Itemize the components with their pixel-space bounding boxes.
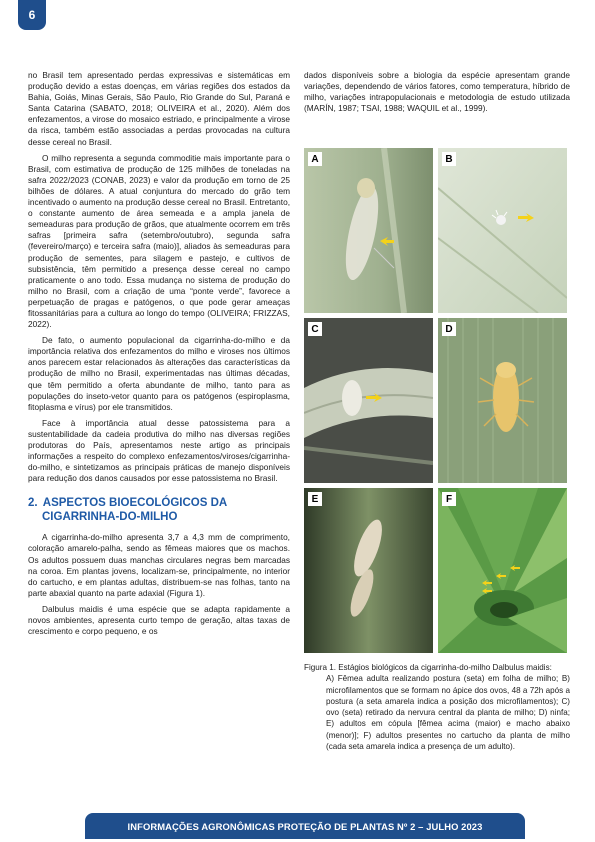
page-number: 6	[28, 8, 36, 22]
caption-body: A) Fêmea adulta realizando postura (seta) em folha de milho; B) microfilamentos que se formam no ápice dos ovos, 48 a 72h após a postura (a seta amarela indica a posição dos microfilamentos); C) ovo (seta) retirado da nervura central da planta de milho; D) ninfa; E) adultos em cópula [fêmea acima (maior) e macho abaixo (menor)]; F) adultos presentes no cartucho da planta de milho (cada seta amarela indica a presença de um adulto).	[326, 674, 570, 752]
figure-caption	[304, 662, 570, 752]
photo-f-adults-in-whorl	[438, 488, 567, 653]
paragraph: dados disponíveis sobre a biologia da espécie apresentam grande variações, dependendo de vários fatores, como temperatura, híbrido de milho, variações intrapopulacionais e metodologia de estudo utilizada (MARÍN, 1987; TSAI, 1988; WAQUIL et al., 1999).	[304, 70, 570, 114]
figure-label-a: A	[308, 152, 322, 166]
paragraph: no Brasil tem apresentado perdas expressivas e sistemáticas em produção devido a estas doenças, em várias regiões dos estados da Bahia, Goiás, Minas Gerais, São Paulo, Rio Grande do Sul, Paraná e Santa Catarina (SABATO, 2018; OLIVEIRA et al., 2020). Além dos enfezamentos, a virose do mosaico estriado, e principalmente a virose da risca, também estão associadas a perdas provocadas na cultura desse cereal no Brasil.	[28, 70, 290, 147]
left-column	[28, 70, 290, 642]
right-column	[304, 70, 570, 119]
figure-label-c: C	[308, 322, 322, 336]
paragraph: De fato, o aumento populacional da cigarrinha-do-milho e da importância relativa dos enfezamentos do milho e viroses nos últimos anos parecem estar relacionados às alterações das características da produção de milho no Brasil, experimentadas nas últimas décadas, que têm permitido a oferta abundante de milho, tanto para as populações do inseto-vetor quanto para os patógenos (espiroplasma, fitoplasma e vírus) por ele transmitidos.	[28, 335, 290, 412]
photo-a-female-oviposition	[304, 148, 433, 313]
section-heading	[28, 496, 290, 524]
figure-1-grid	[304, 148, 567, 656]
figure-label-d: D	[442, 322, 456, 336]
paragraph: A cigarrinha-do-milho apresenta 3,7 a 4,3 mm de comprimento, coloração amarelo-palha, sendo as fêmeas maiores que os machos. Os adultos possuem duas manchas circulares negras bem marcadas na coroa. Em plantas jovens, localizam-se, principalmente, no interior do cartucho, e em plantas adultas, distribuem-se nas folhas, tanto na parte abaxial quanto na parte adaxial (Figura 1).	[28, 532, 290, 598]
photo-d-nymph	[438, 318, 567, 483]
paragraph: Face à importância atual desse patossistema para a sustentabilidade da cadeia produtiva do milho nas diversas regiões produtoras do País, apresentamos neste artigo as principais informações a respeito do complexo enfezamentos/viroses/cigarrinha-do-milho, e sintetizamos as principais práticas de manejo disponíveis para redução dos danos causados por esse patossistema no Brasil.	[28, 417, 290, 484]
caption-title: Figura 1. Estágios biológicos da cigarrinha-do-milho Dalbulus maidis:	[304, 663, 552, 672]
section-title-line2: CIGARRINHA-DO-MILHO	[42, 511, 178, 524]
footer-bar	[85, 813, 525, 839]
figure-label-b: B	[442, 152, 456, 166]
page-number-tab	[18, 0, 46, 30]
footer-text: INFORMAÇÕES AGRONÔMICAS PROTEÇÃO DE PLANTAS Nº 2 – JULHO 2023	[127, 820, 483, 832]
photo-c-egg	[304, 318, 433, 483]
photo-e-adults-mating	[304, 488, 433, 653]
paragraph: Dalbulus maidis é uma espécie que se adapta rapidamente a novos ambientes, apresenta curto tempo de geração, altas taxas de crescimento e corpo pequeno, e os	[28, 603, 290, 637]
figure-label-e: E	[308, 492, 322, 506]
paragraph: O milho representa a segunda commoditie mais importante para o Brasil, com estimativa de produção de 125 milhões de toneladas na safra 2022/2023 (CONAB, 2023) e valor da produção em torno de 25 bilhões de dólares. A atual conjuntura do mercado do grão tem incentivado o aumento na produção desse cereal no Brasil. Entretanto, o constante aumento de área semeada e a ampla janela de semeaduras para produção de grãos, que atualmente ocorrem em três safras [primeira safra (setembro/outubro), segunda safra (fevereiro/março) e terceira safra (maio)], aliados às semeaduras para produção de sementes, para silagem e pastejo, e cultivos de subsistência, têm permitido a presença desse cereal no campo praticamente o ano todo. Essa mudança no sistema de produção do milho no Brasil, com a criação de uma “ponte verde”, favorece a perpetuação de pragas e patógenos, o que pode gerar ameaças fitossanitárias para a cultura ao longo do tempo (OLIVEIRA; FRIZZAS, 2022).	[28, 152, 290, 330]
section-number: 2.	[28, 497, 38, 510]
figure-label-f: F	[442, 492, 456, 506]
photo-b-microfilaments	[438, 148, 567, 313]
section-title-line1: ASPECTOS BIOECOLÓGICOS DA	[42, 497, 228, 510]
